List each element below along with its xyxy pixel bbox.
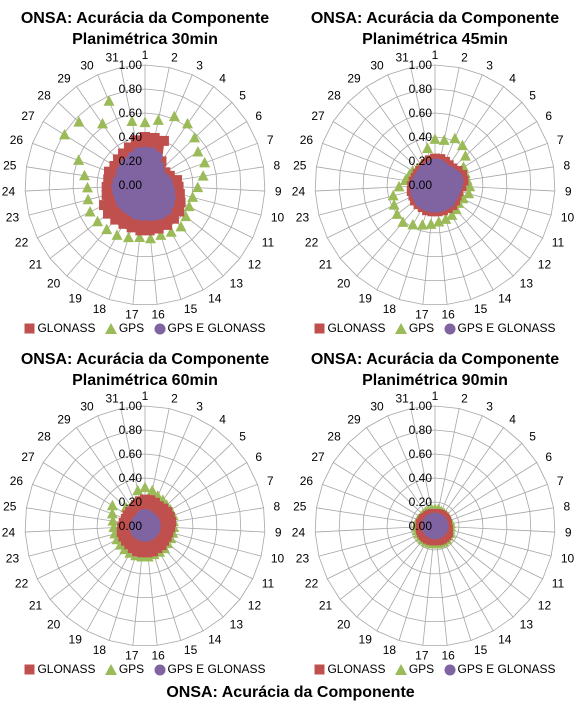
category-label: 1: [141, 48, 149, 62]
r-tick-label: 0.00: [408, 178, 432, 192]
data-point: [176, 197, 186, 207]
category-label: 20: [46, 276, 61, 291]
category-label: 29: [57, 71, 71, 86]
legend-item-gps-e-glonass: [154, 321, 266, 335]
category-label: 22: [304, 576, 319, 591]
category-label: 22: [304, 235, 319, 250]
radar-chart: [0, 40, 290, 320]
category-label: 18: [92, 302, 107, 317]
category-label: 8: [563, 499, 571, 514]
legend-label: GPS: [408, 661, 435, 676]
category-label: 17: [415, 648, 429, 661]
category-label: 24: [291, 525, 306, 540]
square-marker-icon: [314, 664, 325, 675]
legend-item-gps-e-glonass: [154, 662, 266, 676]
category-label: 24: [291, 184, 306, 199]
category-label: 28: [37, 429, 51, 444]
data-point: [103, 209, 113, 219]
data-point: [82, 182, 93, 193]
category-label: 13: [519, 276, 534, 291]
r-tick-label: 0.80: [118, 423, 142, 437]
chart-legend: [0, 661, 290, 676]
category-label: 5: [239, 88, 246, 103]
category-label: 17: [125, 307, 139, 320]
data-point: [422, 143, 433, 154]
category-label: 6: [545, 109, 553, 124]
category-label: 6: [255, 450, 263, 465]
chart-title-line1: ONSA: Acurácia da Componente: [20, 10, 270, 27]
r-tick-label: 0.60: [118, 106, 142, 120]
data-point: [407, 219, 418, 230]
category-label: 2: [461, 391, 468, 406]
category-label: 10: [560, 551, 575, 566]
category-label: 5: [529, 88, 536, 103]
legend-label: GLONASS: [327, 320, 386, 335]
category-label: 19: [68, 632, 82, 647]
category-label: 27: [21, 109, 35, 124]
chart-panel-90min: [290, 341, 580, 681]
r-tick-label: 1.00: [118, 399, 142, 413]
category-label: 21: [28, 598, 43, 613]
category-label: 11: [551, 235, 565, 250]
data-point: [199, 157, 210, 168]
category-label: 10: [270, 551, 285, 566]
category-label: 1: [431, 48, 439, 62]
category-label: 11: [261, 576, 275, 591]
category-label: 13: [229, 276, 244, 291]
radar-chart: [0, 381, 290, 661]
category-label: 5: [529, 429, 536, 444]
category-label: 14: [208, 291, 222, 306]
category-label: 31: [395, 50, 409, 65]
chart-legend: [290, 320, 580, 335]
category-label: 14: [498, 632, 512, 647]
square-marker-icon: [24, 664, 35, 675]
category-label: 25: [3, 158, 17, 173]
category-label: 4: [219, 71, 226, 86]
category-label: 27: [311, 109, 325, 124]
category-label: 21: [28, 257, 43, 272]
category-label: 31: [105, 50, 119, 65]
data-point: [154, 224, 164, 234]
legend-label: GLONASS: [37, 661, 96, 676]
category-label: 22: [14, 576, 29, 591]
legend-label: GPS: [118, 320, 145, 335]
category-label: 30: [80, 58, 94, 73]
category-label: 9: [564, 525, 572, 540]
legend-item-glonass: [24, 662, 95, 676]
category-label: 14: [498, 291, 512, 306]
r-tick-label: 0.20: [408, 154, 432, 168]
category-label: 2: [171, 50, 178, 65]
category-label: 15: [473, 302, 488, 317]
category-label: 7: [556, 473, 564, 488]
data-point: [104, 95, 115, 106]
category-label: 29: [57, 412, 71, 427]
radar-chart: [290, 381, 580, 661]
category-label: 12: [537, 598, 552, 613]
category-label: 23: [5, 551, 20, 566]
category-label: 27: [21, 450, 35, 465]
square-marker-icon: [24, 323, 35, 334]
r-tick-label: 1.00: [408, 399, 432, 413]
category-label: 25: [3, 499, 17, 514]
category-label: 25: [293, 158, 307, 173]
legend-label: GPS E GLONASS: [457, 320, 556, 335]
category-label: 3: [196, 58, 203, 73]
r-tick-label: 0.80: [408, 423, 432, 437]
chart-title-line2: Planimétrica 30min: [72, 31, 218, 48]
data-point: [192, 146, 203, 157]
category-label: 7: [556, 132, 564, 147]
category-label: 23: [295, 210, 310, 225]
category-label: 23: [295, 551, 310, 566]
circle-marker-icon: [444, 664, 456, 676]
category-label: 20: [336, 617, 351, 632]
triangle-marker-icon: [105, 323, 117, 334]
chart-legend: [290, 661, 580, 676]
category-label: 28: [327, 88, 341, 103]
category-label: 16: [441, 307, 455, 320]
legend-item-gps-e-glonass: [444, 662, 556, 676]
r-tick-label: 1.00: [118, 58, 142, 72]
r-tick-label: 0.40: [408, 471, 432, 485]
circle-marker-icon: [444, 323, 456, 335]
category-label: 23: [5, 210, 20, 225]
chart-title-line1: ONSA: Acurácia da Componente: [310, 10, 560, 27]
category-label: 29: [347, 71, 361, 86]
legend-label: GPS E GLONASS: [457, 661, 556, 676]
category-label: 16: [441, 648, 455, 661]
chart-title-line1: ONSA: Acurácia da Componente: [20, 351, 270, 368]
category-label: 3: [486, 58, 493, 73]
category-label: 9: [564, 184, 572, 199]
category-label: 7: [266, 473, 274, 488]
category-label: 15: [183, 643, 198, 658]
category-label: 27: [311, 450, 325, 465]
data-point: [152, 151, 162, 161]
category-label: 16: [151, 648, 165, 661]
data-point: [59, 129, 70, 140]
legend-item-gps: [105, 662, 144, 676]
category-label: 19: [358, 291, 372, 306]
r-tick-label: 0.00: [408, 519, 432, 533]
category-label: 3: [196, 399, 203, 414]
category-label: 13: [519, 617, 534, 632]
data-point: [123, 232, 134, 243]
category-label: 12: [537, 257, 552, 272]
category-label: 2: [461, 50, 468, 65]
r-tick-label: 0.40: [408, 130, 432, 144]
category-label: 26: [9, 473, 24, 488]
legend-item-glonass: [314, 321, 385, 335]
category-label: 18: [382, 643, 397, 658]
category-label: 18: [92, 643, 107, 658]
category-label: 6: [255, 109, 263, 124]
data-point: [439, 134, 450, 145]
category-label: 16: [151, 307, 165, 320]
category-label: 28: [37, 88, 51, 103]
data-point: [417, 219, 428, 230]
category-label: 26: [299, 473, 314, 488]
category-label: 8: [273, 499, 281, 514]
data-point: [150, 133, 160, 143]
radar-chart: [290, 40, 580, 320]
category-label: 12: [247, 598, 262, 613]
category-label: 9: [274, 525, 282, 540]
category-label: 22: [14, 235, 29, 250]
chart-title-line2: Planimétrica 90min: [362, 372, 508, 389]
data-point: [169, 111, 180, 122]
category-label: 10: [560, 210, 575, 225]
category-label: 9: [274, 184, 282, 199]
data-point: [392, 208, 403, 219]
category-label: 15: [183, 302, 198, 317]
legend-item-gps-e-glonass: [444, 321, 556, 335]
category-label: 6: [545, 450, 553, 465]
legend-item-glonass: [314, 662, 385, 676]
r-tick-label: 0.00: [118, 519, 142, 533]
category-label: 4: [509, 71, 516, 86]
legend-label: GPS: [408, 320, 435, 335]
data-point: [73, 116, 84, 127]
triangle-marker-icon: [105, 664, 117, 675]
category-label: 28: [327, 429, 341, 444]
data-point: [112, 229, 123, 240]
category-label: 2: [171, 391, 178, 406]
category-label: 20: [46, 617, 61, 632]
chart-title-line1: ONSA: Acurácia da Componente: [310, 351, 560, 368]
legend-label: GLONASS: [327, 661, 386, 676]
category-label: 21: [318, 257, 333, 272]
r-tick-label: 0.80: [408, 82, 432, 96]
r-tick-label: 0.60: [408, 447, 432, 461]
data-point: [145, 225, 155, 235]
r-tick-label: 0.20: [118, 495, 142, 509]
category-label: 24: [1, 525, 16, 540]
data-point: [192, 182, 203, 193]
category-label: 26: [299, 132, 314, 147]
data-point: [135, 225, 145, 235]
category-label: 19: [358, 632, 372, 647]
category-label: 17: [415, 307, 429, 320]
r-tick-label: 0.60: [118, 447, 142, 461]
category-label: 11: [261, 235, 275, 250]
category-label: 25: [293, 499, 307, 514]
category-label: 17: [125, 648, 139, 661]
category-label: 12: [247, 257, 262, 272]
legend-item-gps: [395, 662, 434, 676]
data-point: [107, 500, 118, 511]
category-label: 8: [563, 158, 571, 173]
triangle-marker-icon: [395, 664, 407, 675]
r-tick-label: 0.00: [118, 178, 142, 192]
r-tick-label: 0.40: [118, 130, 142, 144]
data-point: [73, 154, 84, 165]
legend-item-gps: [395, 321, 434, 335]
triangle-marker-icon: [395, 323, 407, 334]
category-label: 4: [509, 412, 516, 427]
legend-label: GLONASS: [37, 320, 96, 335]
category-label: 1: [431, 389, 439, 403]
legend-label: GPS E GLONASS: [167, 320, 266, 335]
legend-item-glonass: [24, 321, 95, 335]
category-label: 30: [80, 399, 94, 414]
category-label: 18: [382, 302, 397, 317]
chart-legend: [0, 320, 290, 335]
category-label: 1: [141, 389, 149, 403]
data-point: [153, 114, 164, 125]
r-tick-label: 0.40: [118, 471, 142, 485]
category-label: 29: [347, 412, 361, 427]
category-label: 20: [336, 276, 351, 291]
r-tick-label: 1.00: [408, 58, 432, 72]
square-marker-icon: [314, 323, 325, 334]
category-label: 10: [270, 210, 285, 225]
category-label: 15: [473, 643, 488, 658]
category-label: 7: [266, 132, 274, 147]
r-tick-label: 0.20: [118, 154, 142, 168]
category-label: 11: [551, 576, 565, 591]
category-label: 13: [229, 617, 244, 632]
chart-panel-30min: [0, 0, 290, 340]
category-label: 26: [9, 132, 24, 147]
chart-title-line2: Planimétrica 45min: [362, 31, 508, 48]
category-label: 14: [208, 632, 222, 647]
r-tick-label: 0.20: [408, 495, 432, 509]
legend-item-gps: [105, 321, 144, 335]
category-label: 5: [239, 429, 246, 444]
category-label: 4: [219, 412, 226, 427]
category-label: 30: [370, 399, 384, 414]
data-point: [138, 509, 148, 519]
category-label: 8: [273, 158, 281, 173]
category-label: 30: [370, 58, 384, 73]
data-point: [449, 133, 460, 144]
data-point: [99, 200, 109, 210]
data-point: [97, 118, 108, 129]
r-tick-label: 0.80: [118, 82, 142, 96]
r-tick-label: 0.60: [408, 106, 432, 120]
category-label: 31: [105, 391, 119, 406]
category-label: 24: [1, 184, 16, 199]
chart-panel-45min: [290, 0, 580, 340]
footer-title: ONSA: Acurácia da Componente: [166, 684, 415, 701]
category-label: 21: [318, 598, 333, 613]
data-point: [182, 118, 193, 129]
circle-marker-icon: [154, 664, 166, 676]
chart-panel-60min: [0, 341, 290, 681]
chart-title-line2: Planimétrica 60min: [72, 372, 218, 389]
legend-label: GPS: [118, 661, 145, 676]
legend-label: GPS E GLONASS: [167, 661, 266, 676]
data-point: [159, 136, 169, 146]
category-label: 19: [68, 291, 82, 306]
data-point: [85, 206, 96, 217]
circle-marker-icon: [154, 323, 166, 335]
data-point: [92, 216, 103, 227]
category-label: 3: [486, 399, 493, 414]
category-label: 31: [395, 391, 409, 406]
